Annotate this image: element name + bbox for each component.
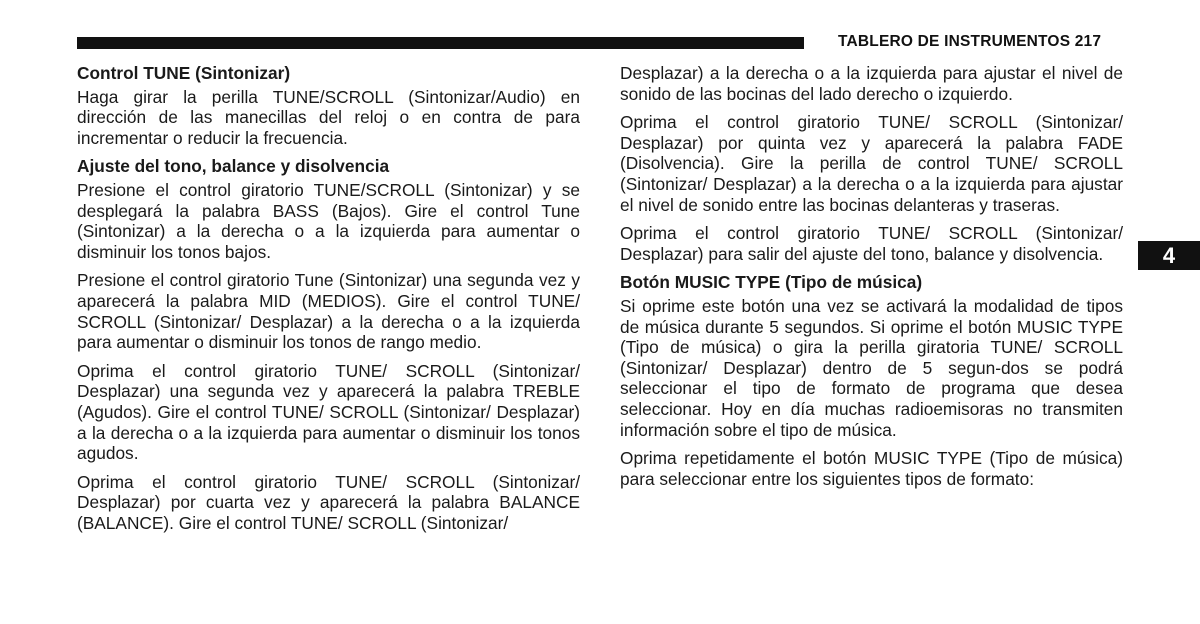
paragraph: Oprima el control giratorio TUNE/ SCROLL (Sintonizar/ Desplazar) por quinta vez y aparecerá la palabra FADE (Disolvencia). Gire la perilla de control TUNE/ SCROLL (Sintonizar/ Desplazar) a la derecha o a la izquierda para ajustar el nivel de sonido entre las bocinas delanteras y traseras.	[620, 112, 1123, 215]
paragraph: Oprima el control giratorio TUNE/ SCROLL (Sintonizar/ Desplazar) por cuarta vez y aparecerá la palabra BALANCE (BALANCE). Gire el control TUNE/ SCROLL (Sintonizar/	[77, 471, 580, 533]
paragraph: Desplazar) a la derecha o a la izquierda para ajustar el nivel de sonido de las bocinas del lado derecho o izquierdo.	[620, 63, 1123, 104]
paragraph: Presione el control giratorio Tune (Sintonizar) una segunda vez y aparecerá la palabra MID (MEDIOS). Gire el control TUNE/ SCROLL (Sintonizar/ Desplazar) a la derecha o a la izquierda para aumentar o disminuir los tonos de rango medio.	[77, 270, 580, 353]
paragraph: Haga girar la perilla TUNE/SCROLL (Sintonizar/Audio) en dirección de las manecillas del reloj o en contra de para incrementar o reducir la frecuencia.	[77, 86, 580, 148]
paragraph: Oprima repetidamente el botón MUSIC TYPE (Tipo de música) para seleccionar entre los siguientes tipos de formato:	[620, 448, 1123, 489]
heading-music-type-button: Botón MUSIC TYPE (Tipo de música)	[620, 272, 923, 293]
paragraph: Oprima el control giratorio TUNE/ SCROLL (Sintonizar/ Desplazar) para salir del ajuste del tono, balance y disolvencia.	[620, 223, 1123, 264]
header-rule	[77, 37, 804, 49]
paragraph: Oprima el control giratorio TUNE/ SCROLL (Sintonizar/ Desplazar) una segunda vez y aparecerá la palabra TREBLE (Agudos). Gire el control TUNE/ SCROLL (Sintonizar/ Desplazar) a la derecha o a la izquierda para aumentar o disminuir los tonos agudos.	[77, 360, 580, 464]
chapter-tab: 4	[1138, 241, 1200, 270]
paragraph: Presione el control giratorio TUNE/SCROLL (Sintonizar) y se desplegará la palabra BASS (Bajos). Gire el control Tune (Sintonizar) a la derecha o a la izquierda para aumentar o disminuir los tonos bajos.	[77, 179, 580, 262]
heading-control-tune: Control TUNE (Sintonizar)	[77, 63, 291, 83]
paragraph: Si oprime este botón una vez se activará la modalidad de tipos de música durante 5 segundos. Si oprime el botón MUSIC TYPE (Tipo de música) o gira la perilla giratoria TUNE/ SCROLL (Sintonizar/ Desplazar) dentro de 5 segun-dos se podrá seleccionar el tipo de formato de programa que desea seleccionar. Hoy en día muchas radioemisoras no transmiten información sobre el tipo de música.	[620, 295, 1123, 440]
page-header-title: TABLERO DE INSTRUMENTOS 217	[838, 33, 1102, 50]
right-column	[620, 63, 1123, 497]
left-column	[77, 63, 580, 541]
heading-tone-balance-fade: Ajuste del tono, balance y disolvencia	[77, 156, 390, 177]
